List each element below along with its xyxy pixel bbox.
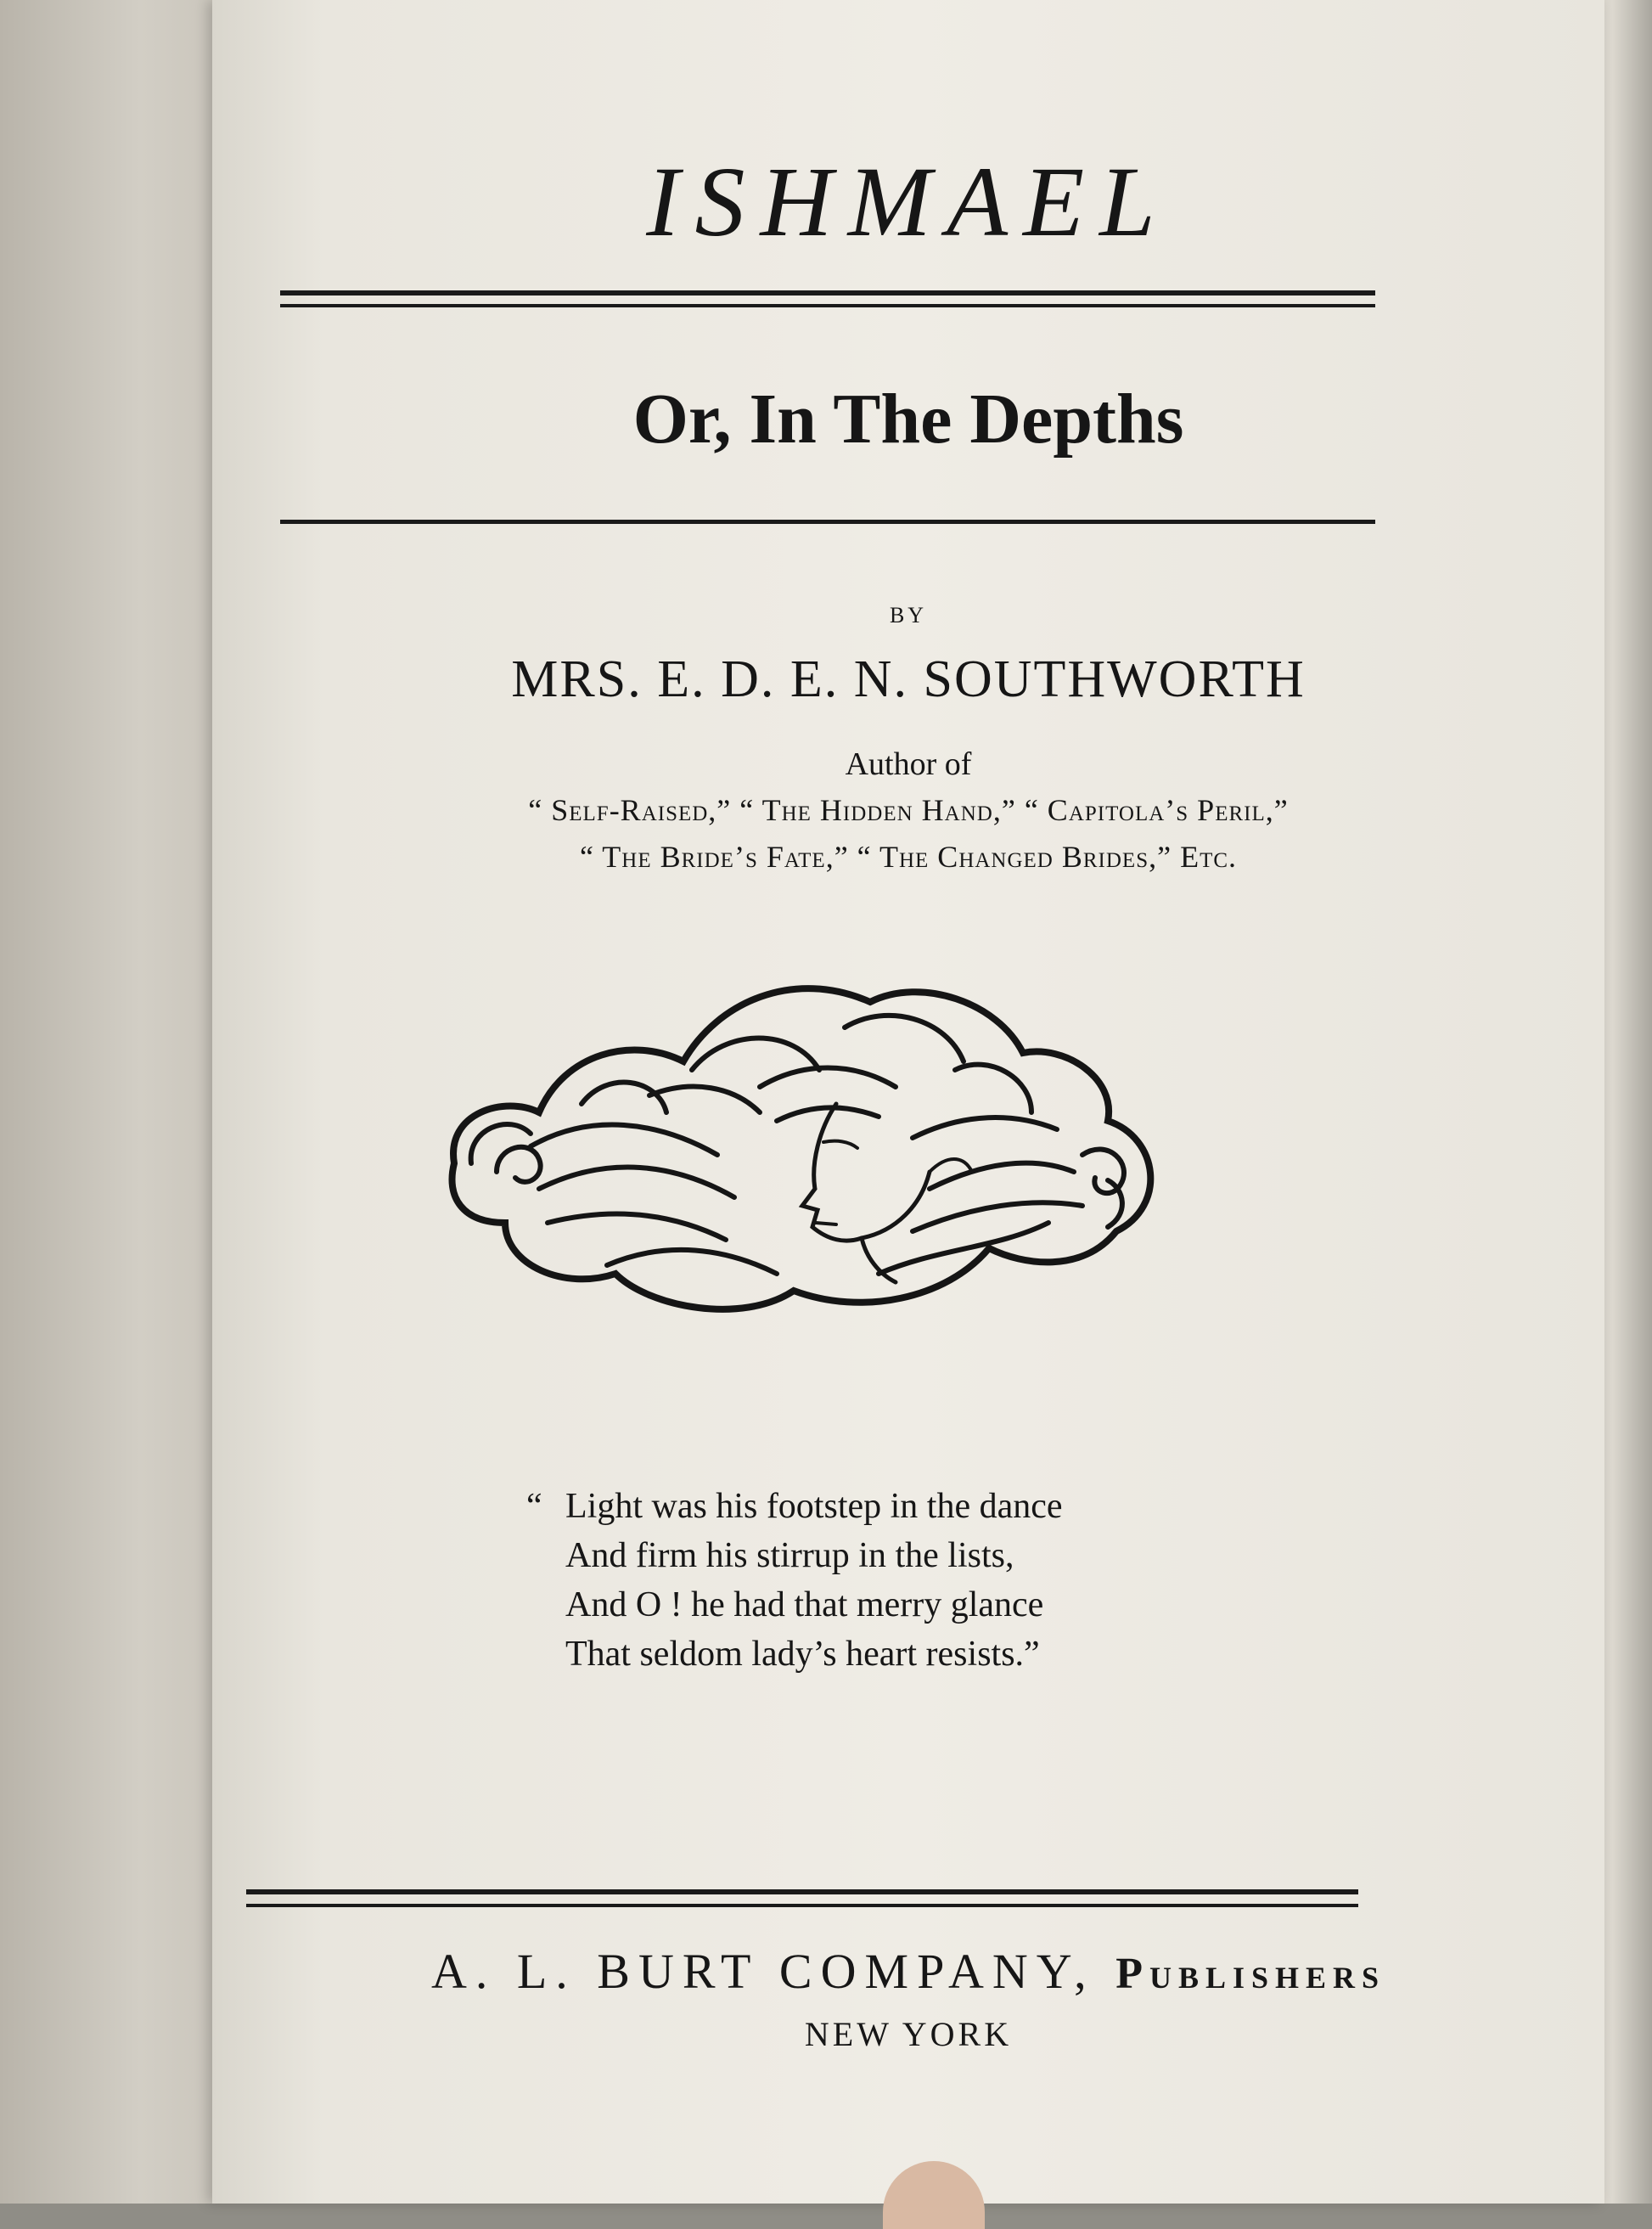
- epigraph-line: Light was his footstep in the dance: [565, 1487, 1063, 1526]
- book-subtitle: Or, In The Depths: [632, 380, 1184, 459]
- title-page: [212, 0, 1604, 2204]
- publisher-suffix: Publishers: [1115, 1950, 1386, 1998]
- woman-with-flowing-hair-illustration: [437, 951, 1184, 1359]
- other-works-line-1: “ Self-Raised,” “ The Hidden Hand,” “ Capitola’s Peril,”: [528, 793, 1289, 827]
- publisher-name: A. L. BURT COMPANY,: [430, 1944, 1095, 1999]
- epigraph: [518, 1482, 1197, 1679]
- other-works-line-2: “ The Bride’s Fate,” “ The Changed Brides,” Etc.: [579, 840, 1238, 874]
- epigraph-line: And firm his stirrup in the lists,: [565, 1536, 1014, 1575]
- author-of-label: Author of: [845, 746, 972, 782]
- book-title: ISHMAEL: [646, 146, 1171, 257]
- epigraph-line: And O ! he had that merry glance: [565, 1585, 1044, 1624]
- publisher-line: [212, 1943, 1604, 2000]
- title-rule-upper: [280, 290, 1375, 296]
- title-rule-lower: [280, 304, 1375, 307]
- publisher-rule-lower: [246, 1904, 1358, 1907]
- epigraph-line: That seldom lady’s heart resists.”: [565, 1635, 1040, 1674]
- publisher-city: NEW YORK: [804, 2015, 1013, 2053]
- publisher-rule-upper: [246, 1889, 1358, 1894]
- epigraph-open-quote: “: [526, 1487, 542, 1526]
- author-name: MRS. E. D. E. N. SOUTHWORTH: [511, 650, 1306, 708]
- subtitle-rule: [280, 520, 1375, 524]
- by-label: BY: [889, 603, 928, 628]
